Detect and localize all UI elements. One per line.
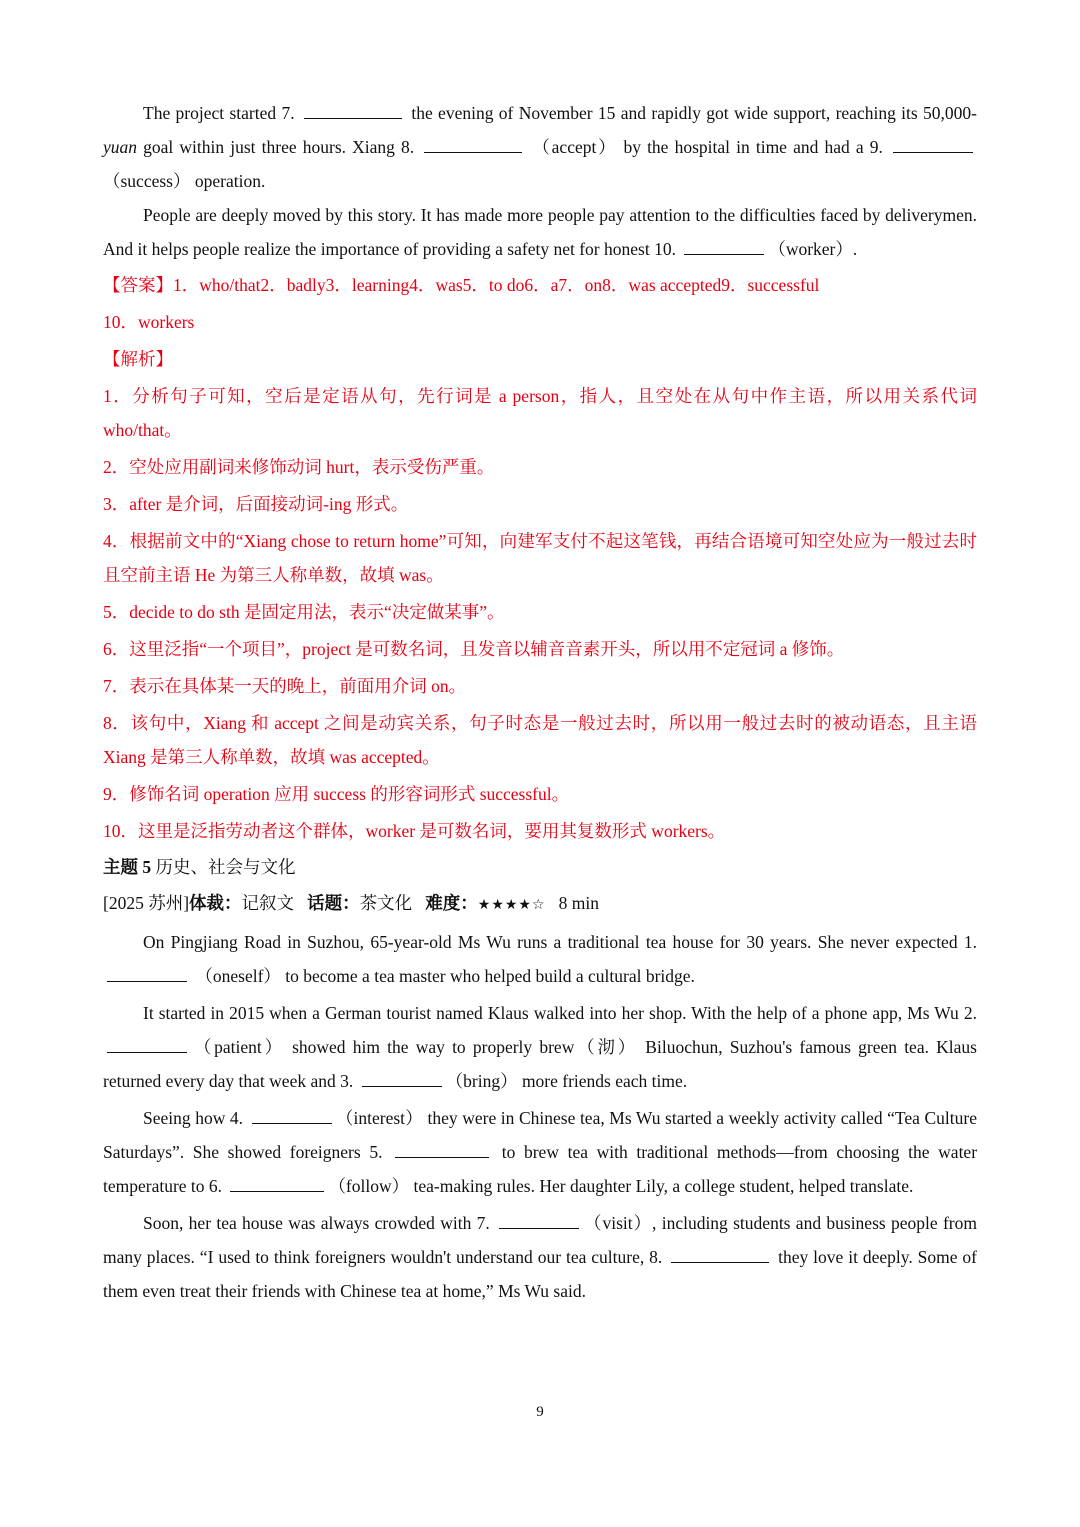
answer-blank	[395, 1137, 489, 1158]
answer-blank	[252, 1103, 332, 1124]
analysis-item: 7．表示在具体某一天的晚上，前面用介词 on。	[103, 676, 467, 696]
answer-blank	[362, 1066, 442, 1087]
analysis-item: 8．该句中，Xiang 和 accept 之间是动宾关系，句子时态是一般过去时，所以用一般过去时的被动语态，且主语 Xiang 是第三人称单数，故填 was accepted。	[103, 713, 977, 767]
answer-blank	[499, 1208, 579, 1229]
analysis-item: 10．这里是泛指劳动者这个群体，worker 是可数名词，要用其复数形式 workers。	[103, 821, 726, 841]
analysis-item: 9．修饰名词 operation 应用 success 的形容词形式 successful。	[103, 784, 570, 804]
passage-paragraph: People are deeply moved by this story. It has made more people pay attention to the difficulties faced by deliverymen. And it helps people realize the importance of providing a safety net for honest 10. （worker）.	[103, 205, 977, 259]
answer-line: 10．workers	[103, 312, 195, 332]
passage-meta: [2025 苏州]体裁：记叙文 话题：茶文化 难度：★★★★☆ 8 min	[103, 893, 600, 913]
difficulty-stars: ★★★★☆	[477, 897, 546, 913]
answer-blank	[107, 1032, 187, 1053]
analysis-item: 6．这里泛指“一个项目”，project 是可数名词，且发音以辅音音素开头，所以用不定冠词 a 修饰。	[103, 639, 845, 659]
analysis-item: 5．decide to do sth 是固定用法，表示“决定做某事”。	[103, 602, 505, 622]
analysis-item: 1．分析句子可知，空后是定语从句，先行词是 a person，指人，且空处在从句中作主语，所以用关系代词 who/that。	[103, 386, 977, 440]
answer-blank	[230, 1171, 324, 1192]
answer-blank	[107, 961, 187, 982]
answer-blank	[893, 132, 973, 153]
answer-label: 【答案】	[103, 275, 173, 295]
passage-paragraph: It started in 2015 when a German tourist named Klaus walked into her shop. With the help of a phone app, Ms Wu 2. （patient） showed him the way to properly brew（沏） Biluochun, Suzhou's famous green tea. Klaus returned every day that week and 3. （bring） more friends each time.	[103, 1003, 977, 1091]
topic-heading: 主题 5 历史、社会与文化	[103, 857, 296, 877]
answer-blank	[304, 98, 402, 119]
analysis-item: 4．根据前文中的“Xiang chose to return home”可知，向建军支付不起这笔钱，再结合语境可知空处应为一般过去时且空前主语 He 为第三人称单数，故填 was。	[103, 531, 977, 585]
passage-paragraph: On Pingjiang Road in Suzhou, 65-year-old Ms Wu runs a traditional tea house for 30 years. She never expected 1. （oneself） to become a tea master who helped build a cultural bridge.	[103, 925, 977, 993]
page-number: 9	[536, 1404, 544, 1420]
answer-blank	[671, 1242, 769, 1263]
passage-paragraph: The project started 7. the evening of November 15 and rapidly got wide support, reaching its 50,000-yuan goal within just three hours. Xiang 8. （accept） by the hospital in time and had a 9. （success） operation.	[103, 96, 977, 198]
analysis-item: 2．空处应用副词来修饰动词 hurt，表示受伤严重。	[103, 457, 495, 477]
answer-blank	[684, 234, 764, 255]
analysis-item: 3．after 是介词，后面接动词-ing 形式。	[103, 494, 409, 514]
passage-paragraph: Seeing how 4. （interest） they were in Chinese tea, Ms Wu started a weekly activity called “Tea Culture Saturdays”. She showed foreigners 5. to brew tea with traditional methods—from choosing the water temperature to 6. （follow） tea-making rules. Her daughter Lily, a college student, helped translate.	[103, 1101, 977, 1203]
answer-blank	[424, 132, 522, 153]
answer-line: 【答案】1．who/that2．badly3．learning4．was5．to do6．a7．on8．was accepted9．successful	[103, 275, 820, 295]
analysis-label: 【解析】	[103, 349, 173, 369]
passage-paragraph: Soon, her tea house was always crowded with 7. （visit）, including students and business people from many places. “I used to think foreigners wouldn't understand our tea culture, 8. they love it deeply. Some of them even treat their friends with Chinese tea at home,” Ms Wu said.	[103, 1206, 977, 1308]
document-page	[103, 96, 977, 1308]
